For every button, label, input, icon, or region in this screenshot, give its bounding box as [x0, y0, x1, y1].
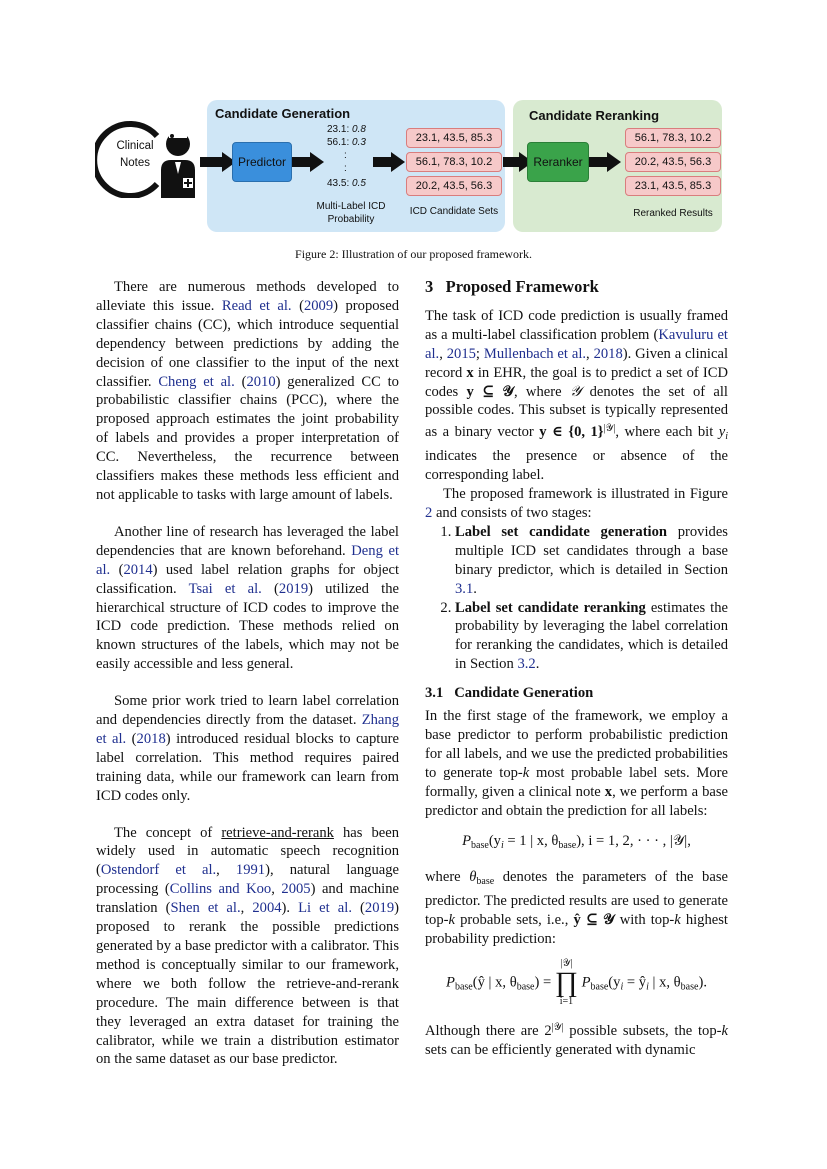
- citation-link[interactable]: Cheng et al.: [158, 373, 235, 390]
- citation-link[interactable]: Zhang et al.: [96, 712, 399, 747]
- citation-link[interactable]: 2010: [246, 373, 276, 390]
- citation-link[interactable]: 2014: [123, 561, 153, 578]
- paragraph-retrieve-rerank: The concept of retrieve-and-rerank has been widely used in automatic speech recognition (Ostendorf et al., 1991), natural language processing (Collins and Koo, 2005) and machine translation (Shen et al., 2004). Li et al. (2019) proposed to rerank the possible predictions generated by a base predictor with a calibrator. This method is conceptually similar to our framework, where we both follow the retrieve-and-rerank procedure. The main difference between is that they leveraged an extra dataset for training the calibrator, while we train a distribution estimator on the same dataset as our base predictor.: [96, 824, 399, 1068]
- paragraph-two-stages: The proposed framework is illustrated in Figure 2 and consists of two stages:: [425, 486, 728, 521]
- icd-candidate-sets-label: ICD Candidate Sets: [409, 206, 499, 217]
- candidate-reranking-title: Candidate Reranking: [529, 108, 660, 123]
- arrow-reranker-to-results: [589, 152, 621, 172]
- citation-link[interactable]: 2009: [303, 297, 334, 314]
- list-item: 2. Label set candidate reranking estimates the probability by leveraging the label correlation for reranking the candidates, which is detailed in Section 3.2.: [455, 599, 728, 675]
- section-link[interactable]: 3.1: [455, 580, 474, 597]
- section-link[interactable]: 3.2: [517, 656, 536, 673]
- citation-link[interactable]: Collins and Koo: [169, 881, 272, 898]
- prob-line-3: 43.5: 0.5: [327, 178, 366, 189]
- reranked-result-1: 56.1, 78.3, 10.2: [625, 128, 721, 148]
- clinical-notes-label: Clinical Notes: [116, 140, 154, 169]
- prob-ellipsis-2: :: [344, 163, 347, 174]
- arrow-probs-to-candidates: [373, 152, 405, 172]
- citation-link[interactable]: 2005: [281, 881, 311, 898]
- candidate-set-2: 56.1, 78.3, 10.2: [406, 152, 502, 172]
- citation-link[interactable]: 2015: [446, 345, 476, 362]
- paragraph-label-dependencies: Another line of research has leveraged the label dependencies that are known beforehand. Deng et al. (2014) used label relation graphs for object classification. Tsai et al. (2019) utilized the hierarchical structure of ICD codes to improve the ICD code prediction. These methods relied on known structures of the labels, which may not be easily accessible and less general.: [96, 523, 400, 673]
- citation-link[interactable]: Read et al.: [221, 297, 292, 314]
- left-column: [96, 278, 399, 1069]
- citation-link[interactable]: 2019: [364, 900, 395, 917]
- citation-link[interactable]: Kavuluru et al.: [425, 326, 728, 362]
- paragraph-top-k: where $\theta_{base}$ denotes the parameters of the base predictor. The predicted results are used to generate top-k probable sets, i.e., ŷ ⊆ 𝒴 with top-k highest probability prediction:: [425, 869, 728, 948]
- right-column: [425, 278, 728, 1060]
- figure-caption: Figure 2: Illustration of our proposed framework.: [295, 247, 532, 261]
- citation-link[interactable]: Mullenbach et al.: [483, 345, 587, 362]
- equation-base-prediction: $P_{base}(y_i = 1$ | x, $\theta_{base}$), i = 1, 2, · · · , |𝒴|,: [462, 833, 691, 852]
- citation-link[interactable]: Deng et al.: [96, 542, 399, 578]
- citation-link[interactable]: 2018: [136, 730, 166, 747]
- citation-link[interactable]: 1991: [235, 862, 266, 879]
- figure-link[interactable]: 2: [425, 504, 433, 521]
- subsection-heading-candidate-generation: 3.1 Candidate Generation: [425, 685, 594, 702]
- multi-label-probability-label: Multi-Label ICD Probability: [316, 201, 386, 225]
- reranked-result-2: 20.2, 43.5, 56.3: [625, 152, 721, 172]
- citation-link[interactable]: Ostendorf et al.: [100, 862, 217, 879]
- predictor-box: Predictor: [232, 142, 292, 182]
- citation-link[interactable]: Tsai et al.: [188, 580, 262, 597]
- arrow-notes-to-predictor: [200, 152, 236, 172]
- candidate-set-1: 23.1, 43.5, 85.3: [406, 128, 502, 148]
- citation-link[interactable]: 2004: [252, 900, 282, 917]
- paragraph-subsets: Although there are $2^{|𝒴|}$ possible subsets, the top-k sets can be efficiently generated with dynamic: [425, 1022, 728, 1058]
- citation-link[interactable]: 2018: [593, 345, 623, 362]
- prob-line-1: 23.1: 0.8: [327, 124, 366, 135]
- equation-set-probability: $P_{base}(ŷ$ | x, $\theta_{base}$) = |𝒴| ∏ i=1 $P_{base}(y_i$ = $ŷ_i$ | x, $\theta_{base}$).: [446, 958, 707, 1007]
- paragraph-classifier-chains: There are numerous methods developed to alleviate this issue. Read et al. (2009) proposed classifier chains (CC), which introduce sequential dependency between predictions by adding the decision of one classifier to the input of the next classifier. Cheng et al. (2010) generalized CC to probabilistic classifier chains (PCC), where the proposed approach estimates the joint probability of labels and provides a proper interpretation of CC. Nevertheless, the recurrence between classifiers makes these methods less efficient and not applicable to tasks with large amount of labels.: [96, 279, 400, 503]
- citation-link[interactable]: 2019: [278, 580, 309, 597]
- reranker-box: Reranker: [527, 142, 589, 182]
- section-heading-proposed-framework: 3 Proposed Framework: [425, 277, 599, 296]
- candidate-generation-title: Candidate Generation: [215, 106, 351, 121]
- reranked-results-label: Reranked Results: [633, 208, 713, 219]
- arrow-predictor-to-probs: [292, 152, 324, 172]
- candidate-set-3: 20.2, 43.5, 56.3: [406, 176, 502, 196]
- paragraph-first-stage: In the first stage of the framework, we employ a base predictor to perform probabilistic prediction for all labels, and we use the predicted probabilities to generate top-k most probable label sets. More formally, given a clinical note x, we perform a base predictor and obtain the prediction for all labels:: [425, 708, 729, 819]
- list-item: 1. Label set candidate generation provides multiple ICD set candidates through a base binary predictor, which is detailed in Section 3.1.: [455, 523, 728, 599]
- framework-figure: [95, 100, 735, 235]
- prob-ellipsis-1: :: [344, 150, 347, 161]
- reranked-result-3: 23.1, 43.5, 85.3: [625, 176, 721, 196]
- paragraph-task-definition: The task of ICD code prediction is usually framed as a multi-label classification problem (Kavuluru et al., 2015; Mullenbach et al., 2018). Given a clinical record x in EHR, the goal is to predict a set of ICD codes y ⊆ 𝒴, where 𝒴 denotes the set of all possible codes. This subset is typically represented as a binary vector y ∈ {0, 1}$^{|𝒴|}$, where each bit $y_i$ indicates the presence or absence of the corresponding label.: [425, 307, 729, 484]
- prob-line-2: 56.1: 0.3: [327, 137, 366, 148]
- citation-link[interactable]: Li et al.: [298, 900, 352, 917]
- stage-list: [425, 523, 728, 674]
- paragraph-label-correlation: Some prior work tried to learn label correlation and dependencies directly from the dataset. Zhang et al. (2018) introduced residual blocks to capture label correlation. This method requires paired training data, while our framework can learn from ICD codes only.: [96, 693, 399, 804]
- citation-link[interactable]: Shen et al.: [170, 900, 241, 917]
